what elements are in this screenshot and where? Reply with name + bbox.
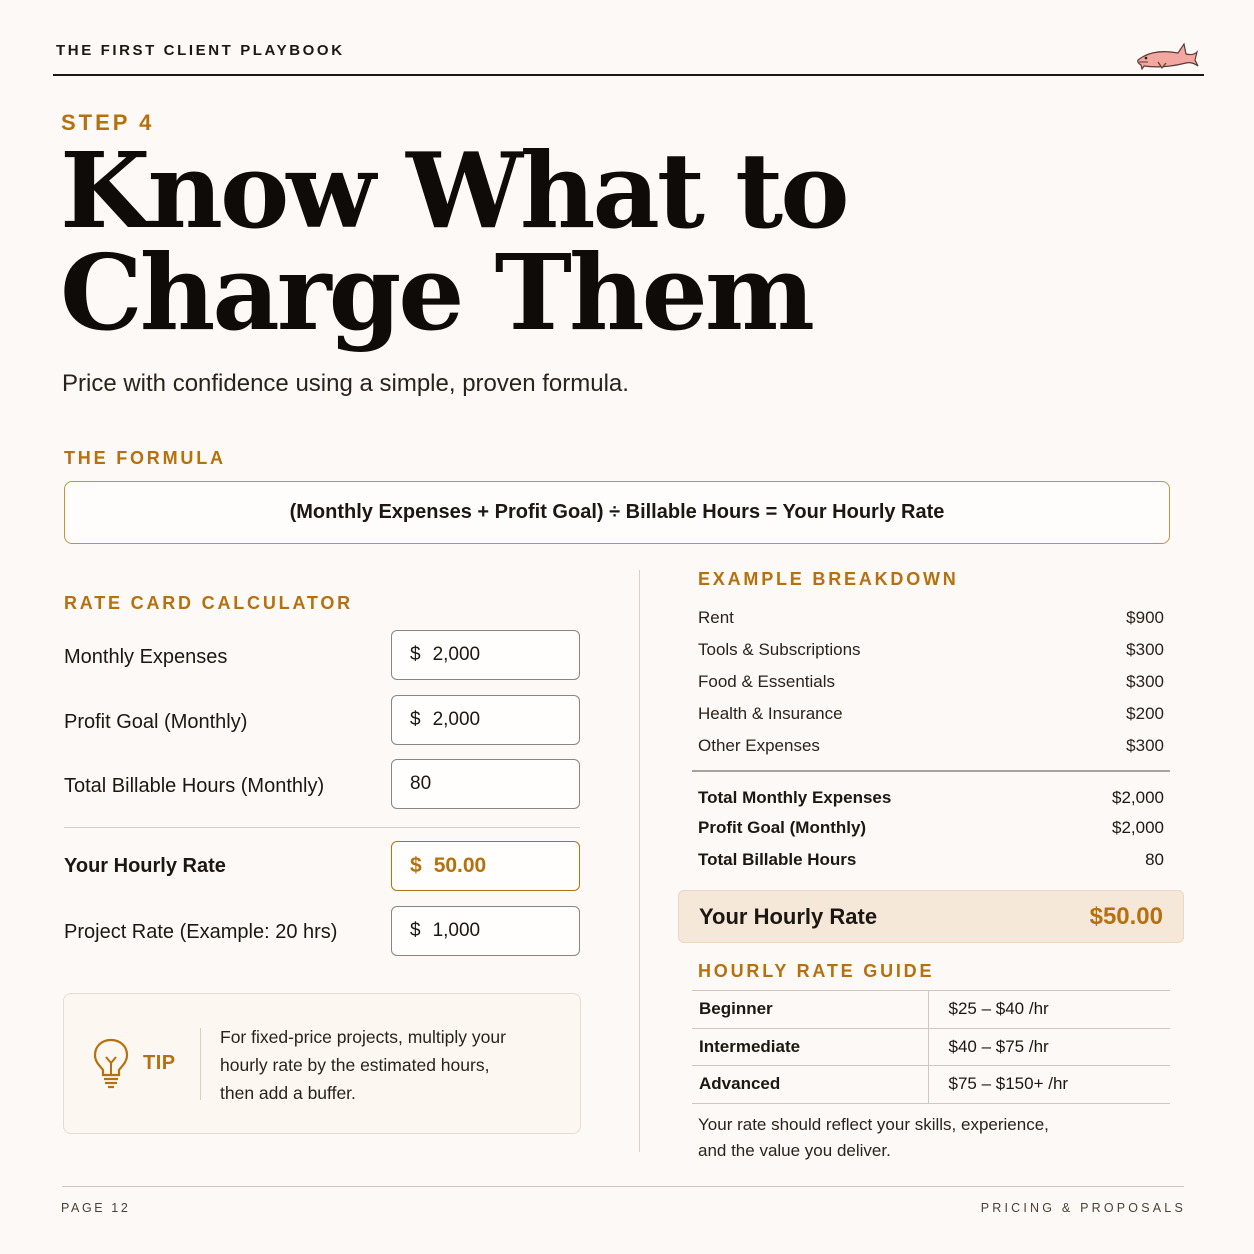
rate-summary-label: Your Hourly Rate [699, 903, 878, 929]
currency-symbol: $ [410, 709, 421, 730]
breakdown-row [698, 704, 1164, 724]
billable-hours-label: Total Billable Hours (Monthly) [64, 775, 325, 797]
shark-icon [1134, 38, 1200, 70]
headline-line-1: Know What to [60, 129, 847, 252]
breakdown-item-value: $300 [1126, 736, 1164, 755]
currency-symbol: $ [410, 920, 421, 941]
total-value: $2,000 [1112, 818, 1164, 837]
breakdown-item-value: $300 [1126, 672, 1164, 691]
tip-text [220, 1023, 560, 1107]
breakdown-item-label: Food & Essentials [698, 672, 836, 691]
total-label: Total Monthly Expenses [698, 788, 892, 807]
total-label: Total Billable Hours [698, 850, 857, 869]
billable-hours-value: 80 [410, 773, 432, 794]
guide-level: Advanced [692, 1066, 928, 1104]
tip-divider [200, 1028, 201, 1100]
calculator-heading: RATE CARD CALCULATOR [64, 593, 353, 613]
breakdown-item-label: Other Expenses [698, 736, 820, 755]
formula-text: (Monthly Expenses + Profit Goal) ÷ Billable Hours = Your Hourly Rate [289, 501, 945, 523]
lightbulb-icon [92, 1037, 130, 1089]
guide-note-line: and the value you deliver. [698, 1141, 891, 1160]
breakdown-row [698, 736, 1164, 756]
guide-level: Intermediate [692, 1028, 928, 1066]
section-name: PRICING & PROPOSALS [980, 1201, 1186, 1215]
guide-range: $75 – $150+ /hr [928, 1066, 1170, 1104]
billable-hours-input[interactable] [391, 759, 580, 809]
hourly-rate-summary [678, 890, 1184, 943]
calculator-divider [64, 827, 580, 828]
total-value: $2,000 [1112, 788, 1164, 807]
column-divider [639, 570, 640, 1152]
guide-note-line: Your rate should reflect your skills, experience, [698, 1115, 1049, 1134]
monthly-expenses-value: 2,000 [432, 644, 481, 665]
guide-range: $25 – $40 /hr [928, 991, 1170, 1029]
breakdown-row [698, 640, 1164, 660]
table-row [692, 991, 1170, 1029]
breakdown-row [698, 608, 1164, 628]
total-value: 80 [1145, 850, 1164, 869]
hourly-rate-output [391, 841, 580, 891]
headline-line-2: Charge Them [60, 231, 812, 354]
breakdown-item-value: $300 [1126, 640, 1164, 659]
rate-guide-table [692, 990, 1170, 1104]
breakdown-item-label: Tools & Subscriptions [698, 640, 861, 659]
table-row [692, 1028, 1170, 1066]
profit-goal-input[interactable] [391, 695, 580, 745]
profit-goal-value: 2,000 [432, 709, 481, 730]
page-number: PAGE 12 [61, 1201, 131, 1215]
guide-heading: HOURLY RATE GUIDE [698, 961, 935, 981]
total-label: Profit Goal (Monthly) [698, 818, 867, 837]
tip-line: For fixed-price projects, multiply your [220, 1027, 506, 1047]
page-headline [60, 129, 860, 354]
breakdown-item-label: Rent [698, 608, 734, 627]
tip-line: hourly rate by the estimated hours, [220, 1055, 490, 1075]
hourly-rate-value: 50.00 [433, 854, 487, 877]
breakdown-item-label: Health & Insurance [698, 704, 843, 723]
step-label: STEP 4 [61, 110, 155, 135]
project-rate-output[interactable] [391, 906, 580, 956]
breakdown-total-row [698, 818, 1164, 838]
guide-note [698, 1112, 1118, 1164]
breakdown-item-value: $200 [1126, 704, 1164, 723]
formula-heading: THE FORMULA [64, 448, 226, 468]
tip-line: then add a buffer. [220, 1083, 356, 1103]
hourly-rate-label: Your Hourly Rate [64, 855, 226, 877]
guide-range: $40 – $75 /hr [928, 1028, 1170, 1066]
breakdown-row [698, 672, 1164, 692]
breakdown-item-value: $900 [1126, 608, 1164, 627]
header-rule [53, 74, 1204, 76]
tip-label: TIP [143, 1052, 176, 1074]
table-row [692, 1066, 1170, 1104]
breakdown-heading: EXAMPLE BREAKDOWN [698, 569, 959, 589]
page-subtitle: Price with confidence using a simple, proven formula. [62, 370, 629, 397]
footer-rule [62, 1186, 1184, 1187]
profit-goal-label: Profit Goal (Monthly) [64, 711, 248, 733]
playbook-title: THE FIRST CLIENT PLAYBOOK [56, 42, 345, 59]
monthly-expenses-input[interactable] [391, 630, 580, 680]
breakdown-total-row [698, 850, 1164, 870]
project-rate-label: Project Rate (Example: 20 hrs) [64, 921, 338, 943]
formula-box [64, 481, 1170, 544]
project-rate-value: 1,000 [432, 920, 481, 941]
currency-symbol: $ [410, 854, 422, 877]
rate-summary-value: $50.00 [1089, 902, 1163, 930]
breakdown-total-row [698, 788, 1164, 808]
guide-level: Beginner [692, 991, 928, 1029]
monthly-expenses-label: Monthly Expenses [64, 646, 228, 668]
breakdown-divider [692, 770, 1170, 772]
currency-symbol: $ [410, 644, 421, 665]
